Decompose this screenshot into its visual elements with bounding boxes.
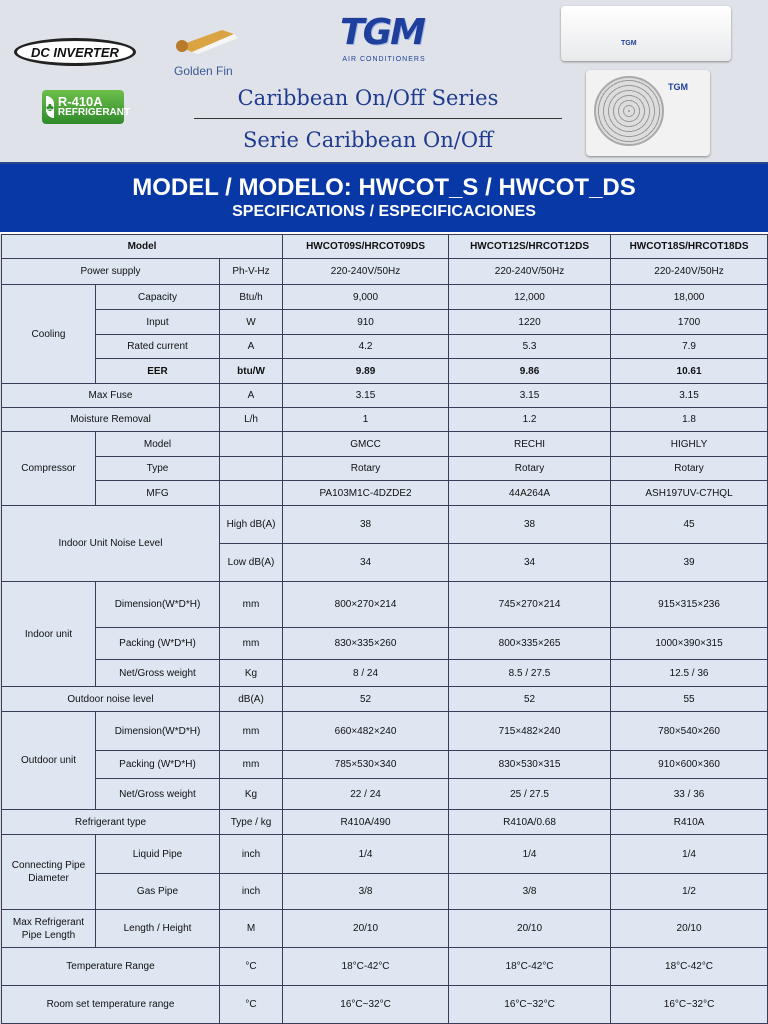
group-label: Indoor unit [2, 582, 96, 687]
cell-value: 16°C~32°C [449, 986, 611, 1024]
model-title: MODEL / MODELO: HWCOT_S / HWCOT_DS [132, 174, 636, 201]
row-unit: °C [220, 986, 283, 1024]
row-label: Capacity [96, 285, 220, 310]
model-header: Model [2, 235, 283, 259]
table-row [2, 359, 768, 384]
row-unit: Kg [220, 660, 283, 687]
r410a-label: R-410A [57, 94, 103, 109]
table-row [2, 259, 768, 285]
cell-value: 4.2 [283, 335, 449, 359]
cell-value: 38 [449, 506, 611, 544]
cell-value: 5.3 [449, 335, 611, 359]
cell-value: 20/10 [283, 910, 449, 948]
cell-value: 830×335×260 [283, 628, 449, 660]
cell-value: 1.8 [611, 408, 768, 432]
cell-value: Rotary [283, 457, 449, 481]
model-col-2: HWCOT12S/HRCOT12DS [449, 235, 611, 259]
row-unit: °C [220, 948, 283, 986]
row-label: Type [96, 457, 220, 481]
row-unit: W [220, 310, 283, 335]
cell-value: 8.5 / 27.5 [449, 660, 611, 687]
row-unit: inch [220, 835, 283, 874]
row-unit: Low dB(A) [220, 544, 283, 582]
cell-value: ASH197UV-C7HQL [611, 481, 768, 506]
cell-value: 660×482×240 [283, 712, 449, 751]
row-label: Packing (W*D*H) [96, 628, 220, 660]
cell-value: R410A/0.68 [449, 810, 611, 835]
row-label: Length / Height [96, 910, 220, 948]
row-label: Refrigerant type [2, 810, 220, 835]
group-label: Max Refrigerant Pipe Length [2, 910, 96, 948]
table-row [2, 779, 768, 810]
row-unit: mm [220, 582, 283, 628]
row-unit: Kg [220, 779, 283, 810]
cell-value: 715×482×240 [449, 712, 611, 751]
row-unit: btu/W [220, 359, 283, 384]
cell-value: 39 [611, 544, 768, 582]
row-label: Rated current [96, 335, 220, 359]
table-row [2, 457, 768, 481]
leaf-icon: ♣ [46, 96, 54, 118]
table-row [2, 335, 768, 359]
cell-value: 52 [283, 687, 449, 712]
cell-value: 52 [449, 687, 611, 712]
cell-value: 780×540×260 [611, 712, 768, 751]
row-label: Net/Gross weight [96, 779, 220, 810]
cell-value: 22 / 24 [283, 779, 449, 810]
row-unit: dB(A) [220, 687, 283, 712]
model-col-1: HWCOT09S/HRCOT09DS [283, 235, 449, 259]
cell-value: 9.89 [283, 359, 449, 384]
cell-value: 785×530×340 [283, 751, 449, 779]
cell-value: 12,000 [449, 285, 611, 310]
cell-value: 830×530×315 [449, 751, 611, 779]
row-unit: A [220, 335, 283, 359]
outdoor-unit-logo: TGM [668, 82, 688, 92]
row-label: Model [96, 432, 220, 457]
table-row [2, 810, 768, 835]
indoor-unit-logo: TGM [621, 40, 637, 47]
table-row [2, 986, 768, 1024]
cell-value: HIGHLY [611, 432, 768, 457]
cell-value: 1220 [449, 310, 611, 335]
cell-value: 8 / 24 [283, 660, 449, 687]
table-row [2, 432, 768, 457]
specifications-table [1, 234, 768, 1024]
row-unit: L/h [220, 408, 283, 432]
table-row [2, 285, 768, 310]
table-row [2, 310, 768, 335]
tgm-brand-subtitle: AIR CONDITIONERS [342, 56, 426, 63]
fan-grille-icon [594, 76, 664, 146]
table-row [2, 582, 768, 628]
table-row [2, 751, 768, 779]
cell-value: 1.2 [449, 408, 611, 432]
row-label: EER [96, 359, 220, 384]
row-label: MFG [96, 481, 220, 506]
cell-value: 1/4 [611, 835, 768, 874]
cell-value: 3.15 [611, 384, 768, 408]
row-unit: Ph-V-Hz [220, 259, 283, 285]
cell-value: R410A/490 [283, 810, 449, 835]
table-row [2, 506, 768, 544]
cell-value: 1/2 [611, 874, 768, 910]
row-label: Outdoor noise level [2, 687, 220, 712]
cell-value: 9.86 [449, 359, 611, 384]
row-unit: inch [220, 874, 283, 910]
cell-value: 18°C-42°C [449, 948, 611, 986]
cell-value: Rotary [449, 457, 611, 481]
row-label: Temperature Range [2, 948, 220, 986]
cell-value: 10.61 [611, 359, 768, 384]
row-unit: M [220, 910, 283, 948]
cell-value: 16°C~32°C [611, 986, 768, 1024]
cell-value: 220-240V/50Hz [611, 259, 768, 285]
indoor-unit-image [561, 6, 731, 61]
row-label: Power supply [2, 259, 220, 285]
row-label: Moisture Removal [2, 408, 220, 432]
row-unit: Btu/h [220, 285, 283, 310]
table-row [2, 687, 768, 712]
cell-value: 34 [449, 544, 611, 582]
cell-value: 220-240V/50Hz [449, 259, 611, 285]
row-label: Net/Gross weight [96, 660, 220, 687]
cell-value: 800×270×214 [283, 582, 449, 628]
series-subtitle: Serie Caribbean On/Off [242, 128, 493, 152]
tgm-brand-logo: TGM [340, 12, 424, 53]
cell-value: 1000×390×315 [611, 628, 768, 660]
row-unit: mm [220, 628, 283, 660]
group-label: Outdoor unit [2, 712, 96, 810]
row-label: Max Fuse [2, 384, 220, 408]
cell-value: GMCC [283, 432, 449, 457]
table-row [2, 384, 768, 408]
table-row [2, 408, 768, 432]
cell-value: 18,000 [611, 285, 768, 310]
cell-value: R410A [611, 810, 768, 835]
series-divider [194, 118, 562, 119]
cell-value: 1/4 [449, 835, 611, 874]
cell-value: 3/8 [283, 874, 449, 910]
row-unit: Type / kg [220, 810, 283, 835]
cell-value: 18°C-42°C [611, 948, 768, 986]
row-label: Input [96, 310, 220, 335]
table-row [2, 660, 768, 687]
cell-value: 7.9 [611, 335, 768, 359]
specifications-subtitle: SPECIFICATIONS / ESPECIFICACIONES [232, 203, 536, 220]
cell-value: PA103M1C-4DZDE2 [283, 481, 449, 506]
cell-value: 1700 [611, 310, 768, 335]
row-unit: A [220, 384, 283, 408]
golden-fin-label: Golden Fin [174, 64, 233, 78]
cell-value: 38 [283, 506, 449, 544]
cell-value: 910×600×360 [611, 751, 768, 779]
cell-value: 800×335×265 [449, 628, 611, 660]
title-band [0, 162, 768, 234]
row-label: Dimension(W*D*H) [96, 582, 220, 628]
cell-value: 20/10 [449, 910, 611, 948]
series-title: Caribbean On/Off Series [237, 86, 499, 110]
table-row [2, 948, 768, 986]
row-unit [220, 432, 283, 457]
cell-value: 745×270×214 [449, 582, 611, 628]
cell-value: 3/8 [449, 874, 611, 910]
row-label: Room set temperature range [2, 986, 220, 1024]
cell-value: 16°C~32°C [283, 986, 449, 1024]
cell-value: Rotary [611, 457, 768, 481]
cell-value: 1 [283, 408, 449, 432]
row-unit: mm [220, 751, 283, 779]
row-label: Gas Pipe [96, 874, 220, 910]
group-label: Connecting Pipe Diameter [2, 835, 96, 910]
cell-value: 9,000 [283, 285, 449, 310]
table-row [2, 835, 768, 874]
table-header-row [2, 235, 768, 259]
golden-fin-icon [172, 24, 242, 54]
cell-value: 44A264A [449, 481, 611, 506]
group-label: Cooling [2, 285, 96, 384]
dc-inverter-logo: DC INVERTER [14, 38, 136, 66]
group-label: Compressor [2, 432, 96, 506]
cell-value: 33 / 36 [611, 779, 768, 810]
cell-value: 220-240V/50Hz [283, 259, 449, 285]
cell-value: 1/4 [283, 835, 449, 874]
r410a-refrigerant-logo [42, 90, 131, 124]
cell-value: RECHI [449, 432, 611, 457]
cell-value: 55 [611, 687, 768, 712]
cell-value: 12.5 / 36 [611, 660, 768, 687]
cell-value: 45 [611, 506, 768, 544]
row-label: Dimension(W*D*H) [96, 712, 220, 751]
cell-value: 910 [283, 310, 449, 335]
model-col-3: HWCOT18S/HRCOT18DS [611, 235, 768, 259]
row-unit: High dB(A) [220, 506, 283, 544]
table-row [2, 910, 768, 948]
table-row [2, 712, 768, 751]
row-label: Packing (W*D*H) [96, 751, 220, 779]
table-row [2, 481, 768, 506]
cell-value: 25 / 27.5 [449, 779, 611, 810]
row-unit [220, 481, 283, 506]
row-label: Indoor Unit Noise Level [2, 506, 220, 582]
row-label: Liquid Pipe [96, 835, 220, 874]
cell-value: 20/10 [611, 910, 768, 948]
cell-value: 3.15 [449, 384, 611, 408]
row-unit: mm [220, 712, 283, 751]
cell-value: 34 [283, 544, 449, 582]
cell-value: 18°C-42°C [283, 948, 449, 986]
cell-value: 915×315×236 [611, 582, 768, 628]
table-row [2, 628, 768, 660]
row-unit [220, 457, 283, 481]
outdoor-unit-image [586, 70, 710, 156]
header-banner [0, 0, 768, 162]
cell-value: 3.15 [283, 384, 449, 408]
refrigerant-label: REFRIGERANT [57, 107, 131, 118]
table-row [2, 874, 768, 910]
